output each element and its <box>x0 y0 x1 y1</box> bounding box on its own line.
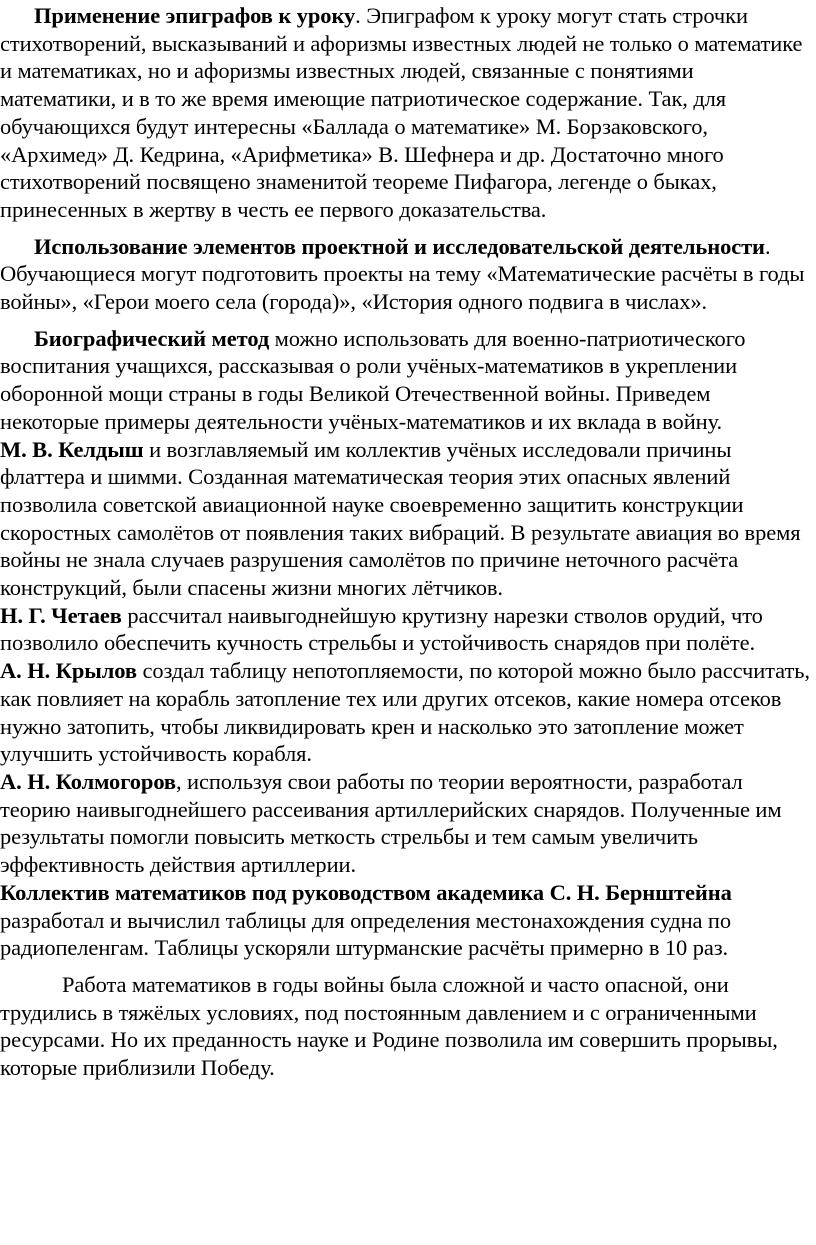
text-conclusion: Работа математиков в годы войны была сложной и часто опасной, они трудились в тяжёлых условиях, под постоянным давлением и с ограниченными ресурсами. Но их преданность науке и Родине позволила им совершить прорывы, которые приблизили Победу. <box>0 971 778 1081</box>
text-biographical: можно использовать для военно-патриотического воспитания учащихся, рассказывая о роли учёных-математиков в укреплении оборонной мощи страны в годы Великой Отечественной войны. Приведем некоторые примеры деятельности учёных-математиков и их вклада в войну. <box>0 325 746 434</box>
heading-epigraphs: Применение эпиграфов к уроку <box>34 3 356 28</box>
text-bernstein: разработал и вычислил таблицы для определения местонахождения судна по радиопеленгам. Таблицы ускоряли штурманские расчёты примерно в 10 раз. <box>0 907 732 961</box>
name-bernstein: Коллектив математиков под руководством академика С. Н. Бернштейна <box>0 879 732 905</box>
name-kolmogorov: А. Н. Колмогоров <box>0 768 176 794</box>
name-krylov: А. Н. Крылов <box>0 658 137 684</box>
text-epigraphs: . Эпиграфом к уроку могут стать строчки стихотворений, высказываний и афоризмы известных людей не только о математике и математиках, но и афоризмы известных людей, связанные с понятиями математики, и в то же время имеющие патриотическое содержание. Так, для обучающихся будут интересны «Баллада о математике» М. Борзаковского, «Архимед» Д. Кедрина, «Арифметика» В. Шефнера и др. Достаточно много стихотворений посвящено знаменитой теореме Пифагора, легенде о быках, принесенных в жертву в честь ее первого доказательства. <box>0 3 803 222</box>
paragraph-conclusion <box>0 971 812 1082</box>
text-projects: . Обучающиеся могут подготовить проекты на тему «Математические расчёты в годы войны», «Герои моего села (города)», «История одного подвига в числах». <box>0 233 805 315</box>
heading-biographical: Биографический метод <box>34 325 270 351</box>
paragraph-chetaev <box>0 602 812 657</box>
name-keldysh: М. В. Келдыш <box>0 436 144 462</box>
paragraph-biographical <box>0 325 812 436</box>
name-chetaev: Н. Г. Четаев <box>0 602 122 628</box>
paragraph-epigraphs <box>0 2 812 224</box>
text-kolmogorov: , используя свои работы по теории вероятности, разработал теорию наивыгоднейшего рассеивания артиллерийских снарядов. Полученные им результаты помогли повысить меткость стрельбы и тем самым увеличить эффективность действия артиллерии. <box>0 768 782 878</box>
paragraph-projects <box>0 233 812 316</box>
heading-projects: Использование элементов проектной и исследовательской деятельности <box>34 233 765 259</box>
text-keldysh: и возглавляемый им коллектив учёных исследовали причины флаттера и шимми. Созданная математическая теория этих опасных явлений позволила советской авиационной науке своевременно защитить конструкции скоростных самолётов от появления таких вибраций. В результате авиация во время войны не знала случаев разрушения самолётов по причине неточного расчёта конструкций, были спасены жизни многих лётчиков. <box>0 436 801 601</box>
text-chetaev: рассчитал наивыгоднейшую крутизну нарезки стволов орудий, что позволило обеспечить кучность стрельбы и устойчивость снарядов при полёте. <box>0 602 763 656</box>
paragraph-kolmogorov <box>0 768 812 879</box>
paragraph-keldysh <box>0 436 812 602</box>
text-krylov: создал таблицу непотопляемости, по которой можно было рассчитать, как повлияет на корабль затопление тех или других отсеков, какие номера отсеков нужно затопить, чтобы ликвидировать крен и насколько это затопление может улучшить устойчивость корабля. <box>0 658 810 767</box>
paragraph-krylov <box>0 657 812 768</box>
paragraph-bernstein <box>0 879 812 962</box>
